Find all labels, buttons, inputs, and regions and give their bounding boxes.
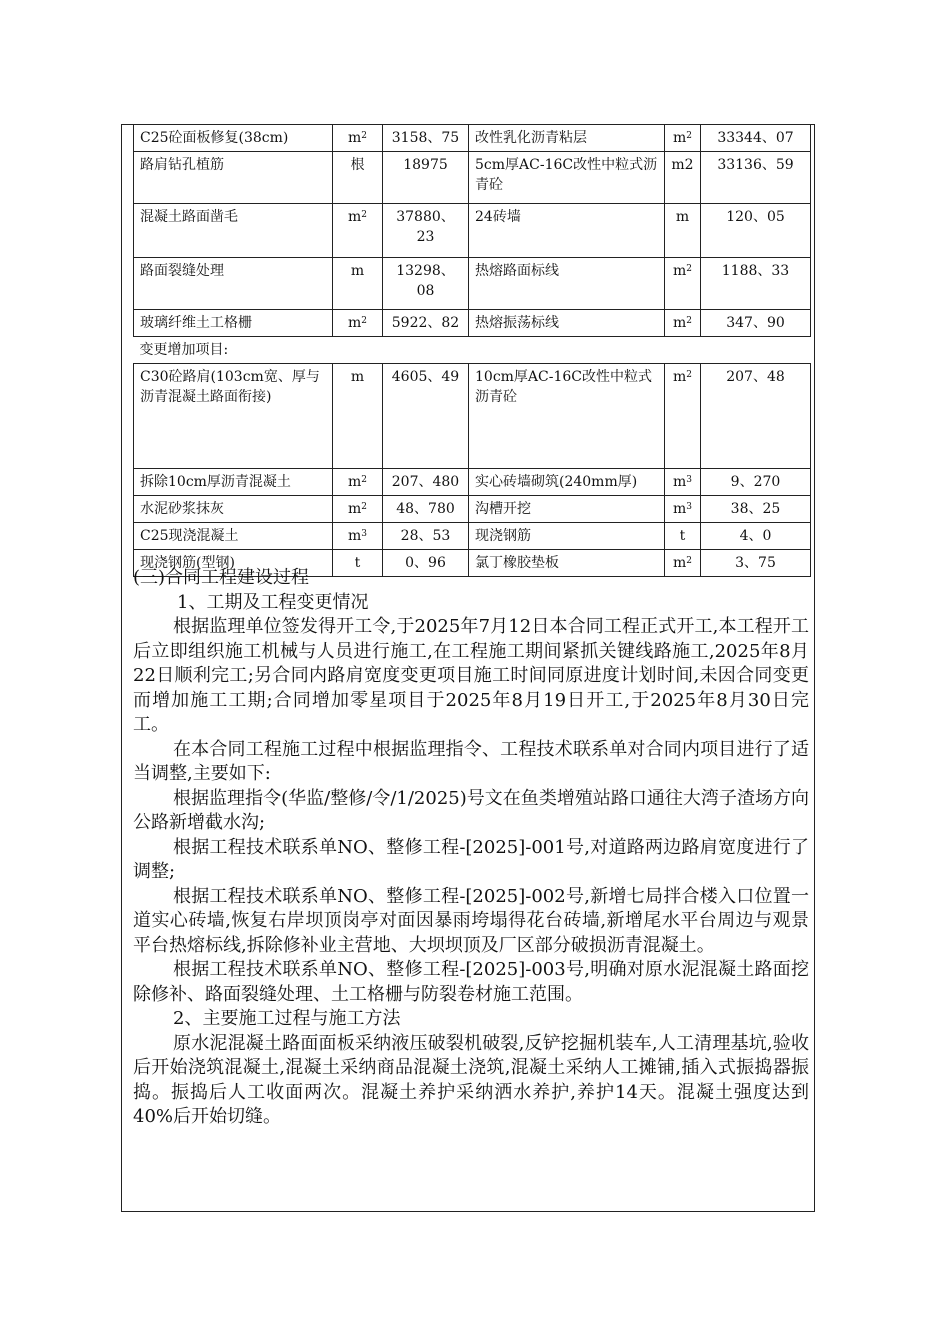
quantity: 207、48 [701, 364, 811, 469]
item-name: 现浇钢筋(型钢) [134, 550, 333, 577]
quantity: 13298、08 [383, 258, 469, 310]
quantity: 18975 [383, 152, 469, 204]
table-row [134, 152, 811, 204]
unit: 根 [333, 152, 383, 204]
paragraph: 在本合同工程施工过程中根据监理指令、工程技术联系单对合同内项目进行了适当调整,主要如下: [133, 738, 809, 784]
paragraph: 原水泥混凝土路面面板采纳液压破裂机破裂,反铲挖掘机装车,人工清理基坑,验收后开始浇筑混凝土,混凝土采纳商品混凝土浇筑,混凝土采纳人工摊铺,插入式振捣器振捣。振捣后人工收面两次。混凝土养护采纳洒水养护,养护14天。混凝土强度达到40%后开始切缝。 [133, 1032, 809, 1127]
unit: $m^2$ [333, 125, 383, 152]
quantity: 33136、59 [701, 152, 811, 204]
quantity: 120、05 [701, 204, 811, 258]
item-name: 热熔路面标线 [469, 258, 665, 310]
unit: $m^2$ [333, 496, 383, 523]
unit: $m^2$ [665, 550, 701, 577]
item-name: 沟槽开挖 [469, 496, 665, 523]
body-text [133, 566, 809, 1130]
table-row [134, 310, 811, 337]
paragraph: 根据工程技术联系单NO、整修工程-[2025]-003号,明确对原水泥混凝土路面挖除修补、路面裂缝处理、土工格栅与防裂卷材施工范围。 [133, 959, 809, 1005]
table-row [134, 523, 811, 550]
paragraph: 根据工程技术联系单NO、整修工程-[2025]-002号,新增七局拌合楼入口位置一道实心砖墙,恢复右岸坝顶岗亭对面因暴雨垮塌得花台砖墙,新增尾水平台周边与观景平台热熔标线,拆除修补业主营地、大坝坝顶及厂区部分破损沥青混凝土。 [133, 885, 809, 956]
item-name: 5cm厚AC-16C改性中粒式沥青砼 [469, 152, 665, 204]
quantity: 9、270 [701, 469, 811, 496]
table-row [134, 469, 811, 496]
quantity: 28、53 [383, 523, 469, 550]
quantity: 37880、23 [383, 204, 469, 258]
paragraph: 根据工程技术联系单NO、整修工程-[2025]-001号,对道路两边路肩宽度进行了调整; [133, 836, 809, 882]
unit: $m^3$ [333, 523, 383, 550]
unit: $m^2$ [665, 364, 701, 469]
quantity: 207、480 [383, 469, 469, 496]
item-name: 实心砖墙砌筑(240mm厚) [469, 469, 665, 496]
table-row [134, 364, 811, 469]
change-header: 变更增加项目: [134, 337, 811, 364]
item-name: 24砖墙 [469, 204, 665, 258]
subsection-heading-1: 1、工期及工程变更情况 [177, 591, 369, 613]
unit: m [333, 258, 383, 310]
item-name: 现浇钢筋 [469, 523, 665, 550]
unit: $m^2$ [665, 310, 701, 337]
item-name: 改性乳化沥青粘层 [469, 125, 665, 152]
table-row [134, 258, 811, 310]
unit: $m^3$ [665, 469, 701, 496]
quantity-table [133, 124, 811, 577]
paragraph: 根据监理指令(华监/整修/令/1/2025)号文在鱼类增殖站路口通往大湾子渣场方向公路新增截水沟; [133, 787, 809, 833]
item-name: 路面裂缝处理 [134, 258, 333, 310]
quantity: 33344、07 [701, 125, 811, 152]
item-name: C25现浇混凝土 [134, 523, 333, 550]
quantity: 3158、75 [383, 125, 469, 152]
quantity: 3、75 [701, 550, 811, 577]
unit: t [333, 550, 383, 577]
unit: m [665, 204, 701, 258]
item-name: 拆除10cm厚沥青混凝土 [134, 469, 333, 496]
quantity: 4、0 [701, 523, 811, 550]
quantity: 1188、33 [701, 258, 811, 310]
unit: $m^2$ [333, 469, 383, 496]
item-name: 10cm厚AC-16C改性中粒式沥青砼 [469, 364, 665, 469]
unit: m2 [665, 152, 701, 204]
change-header-row [134, 337, 811, 364]
unit: $m^2$ [665, 125, 701, 152]
quantity: 0、96 [383, 550, 469, 577]
unit: $m^2$ [333, 204, 383, 258]
quantity: 48、780 [383, 496, 469, 523]
item-name: 热熔振荡标线 [469, 310, 665, 337]
item-name: 混凝土路面凿毛 [134, 204, 333, 258]
unit: t [665, 523, 701, 550]
item-name: 路肩钻孔植筋 [134, 152, 333, 204]
paragraph: 根据监理单位签发得开工令,于2025年7月12日本合同工程正式开工,本工程开工后立即组织施工机械与人员进行施工,在工程施工期间紧抓关键线路施工,2025年8月22日顺利完工;另合同内路肩宽度变更项目施工时间同原进度计划时间,未因合同变更而增加施工工期;合同增加零星项目于2025年8月19日开工,于2025年8月30日完工。 [133, 616, 809, 735]
quantity: 347、90 [701, 310, 811, 337]
subsection-heading-2: 2、主要施工过程与施工方法 [173, 1008, 401, 1029]
item-name: 氯丁橡胶垫板 [469, 550, 665, 577]
quantity: 5922、82 [383, 310, 469, 337]
item-name: 玻璃纤维土工格栅 [134, 310, 333, 337]
table-row [134, 496, 811, 523]
table-row [134, 204, 811, 258]
item-name: C25砼面板修复(38cm) [134, 125, 333, 152]
unit: $m^2$ [665, 258, 701, 310]
table-row [134, 125, 811, 152]
item-name: 水泥砂浆抹灰 [134, 496, 333, 523]
quantity: 38、25 [701, 496, 811, 523]
unit: $m^2$ [333, 310, 383, 337]
unit: m [333, 364, 383, 469]
quantity: 4605、49 [383, 364, 469, 469]
item-name: C30砼路肩(103cm宽、厚与沥青混凝土路面衔接) [134, 364, 333, 469]
unit: $m^3$ [665, 496, 701, 523]
section-heading: (三)合同工程建设过程 [133, 567, 310, 588]
